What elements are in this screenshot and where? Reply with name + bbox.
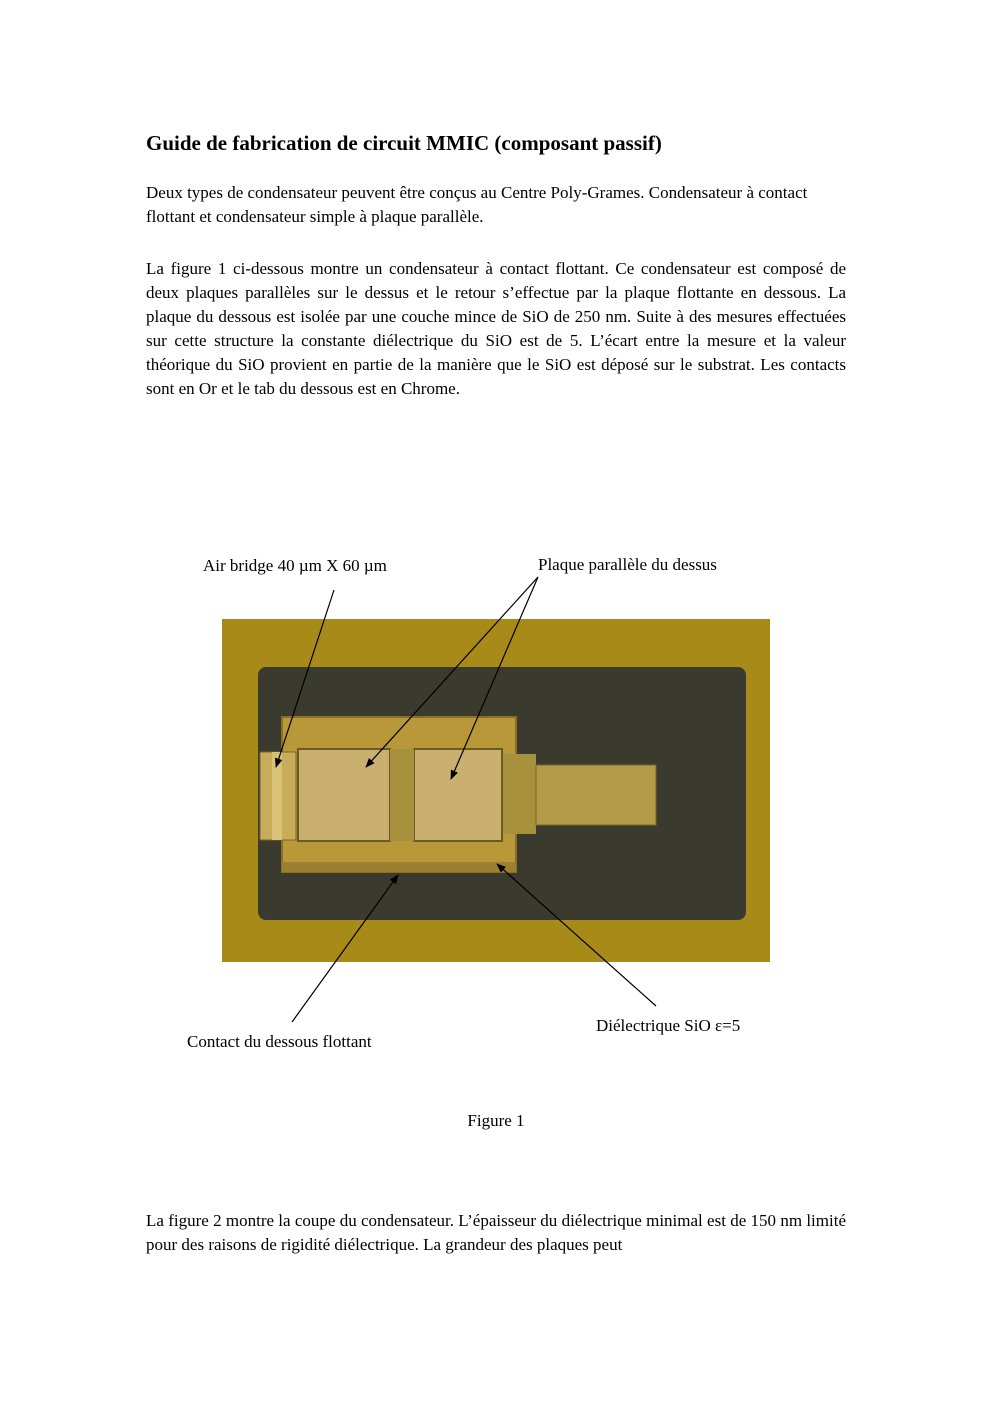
paragraph-figure-1-description: La figure 1 ci-dessous montre un condensateur à contact flottant. Ce condensateur est composé de deux plaques parallèles sur le dessus et le retour s’effectue par la plaque flottante en dessous. La plaque du dessous est isolée par une couche mince de SiO de 250 nm. Suite à des mesures effectuées sur cette structure la constante diélectrique du SiO est de 5. L’écart entre la mesure et la valeur théorique du SiO provient en partie de la manière que le SiO est déposé sur le substrat. Les contacts sont en Or et le tab du dessous est en Chrome. <box>146 259 846 398</box>
label-dielectric: Diélectrique SiO ε=5 <box>596 1016 741 1035</box>
right-tab <box>536 765 656 825</box>
label-air-bridge: Air bridge 40 µm X 60 µm <box>203 556 387 575</box>
paragraph-figure-2-description: La figure 2 montre la coupe du condensateur. L’épaisseur du diélectrique minimal est de 150 nm limité pour des raisons de rigidité diélectrique. La grandeur des plaques peut <box>146 1211 846 1254</box>
top-plate-left <box>298 749 390 841</box>
paragraph-intro: Deux types de condensateur peuvent être conçus au Centre Poly-Grames. Condensateur à contact flottant et condensateur simple à plaque parallèle. <box>146 183 808 226</box>
document-title: Guide de fabrication de circuit MMIC (composant passif) <box>146 131 662 155</box>
plate-gap <box>390 749 414 841</box>
dielectric-edge <box>282 862 516 872</box>
label-bottom-contact: Contact du dessous flottant <box>187 1032 372 1048</box>
figure-caption: Figure 1 <box>467 1111 525 1130</box>
label-top-plate: Plaque parallèle du dessus <box>538 555 717 574</box>
